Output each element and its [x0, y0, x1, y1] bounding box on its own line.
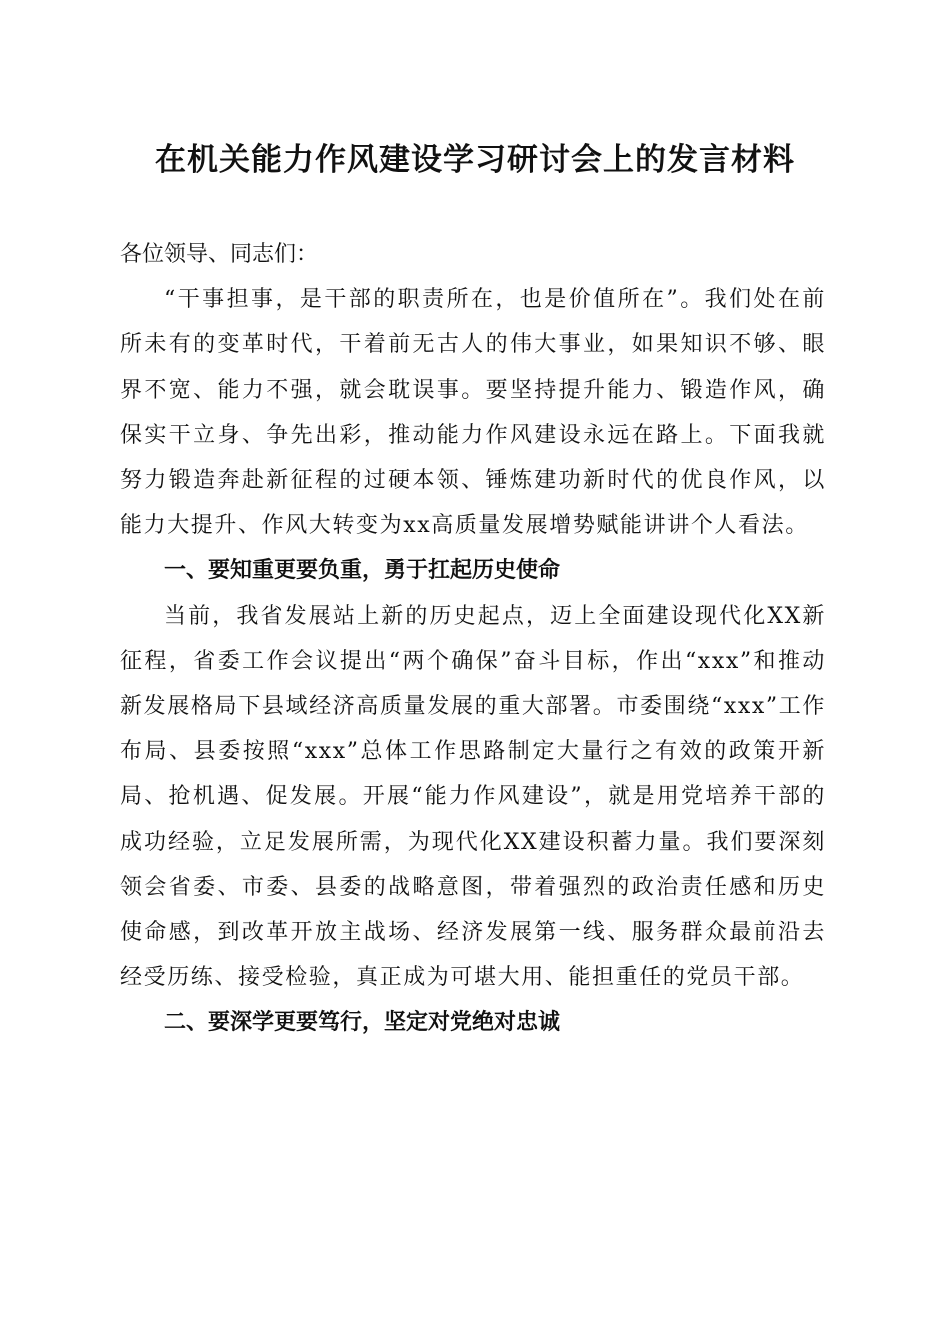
- paragraph-intro: “干事担事，是干部的职责所在，也是价值所在”。我们处在前所未有的变革时代，干着前无古人的伟大事业，如果知识不够、眼界不宽、能力不强，就会耽误事。要坚持提升能力、锻造作风，确保实干立身、争先出彩，推动能力作风建设永远在路上。下面我就努力锻造奔赴新征程的过硬本领、锤炼建功新时代的优良作风，以能力大提升、作风大转变为xx高质量发展增势赋能讲讲个人看法。: [120, 287, 826, 539]
- section-heading-1: 一、要知重更要负重，勇于扛起历史使命: [164, 558, 561, 584]
- paragraph-section-1: 当前，我省发展站上新的历史起点，迈上全面建设现代化XX新征程，省委工作会议提出“两个确保”奋斗目标，作出“xxx”和推动新发展格局下县域经济高质量发展的重大部署。市委围绕“xxx”工作布局、县委按照“xxx”总体工作思路制定大量行之有效的政策开新局、抢机遇、促发展。开展“能力作风建设”，就是用党培养干部的成功经验，立足发展所需，为现代化XX建设积蓄力量。我们要深刻领会省委、市委、县委的战略意图，带着强烈的政治责任感和历史使命感，到改革开放主战场、经济发展第一线、服务群众最前沿去经受历练、接受检验，真正成为可堪大用、能担重任的党员干部。: [120, 603, 826, 991]
- section-heading-2: 二、要深学更要笃行，坚定对党绝对忠诚: [164, 1010, 561, 1036]
- document-body: [120, 232, 826, 1046]
- salutation: 各位领导、同志们：: [120, 242, 319, 267]
- document-title: 在机关能力作风建设学习研讨会上的发言材料: [155, 142, 795, 178]
